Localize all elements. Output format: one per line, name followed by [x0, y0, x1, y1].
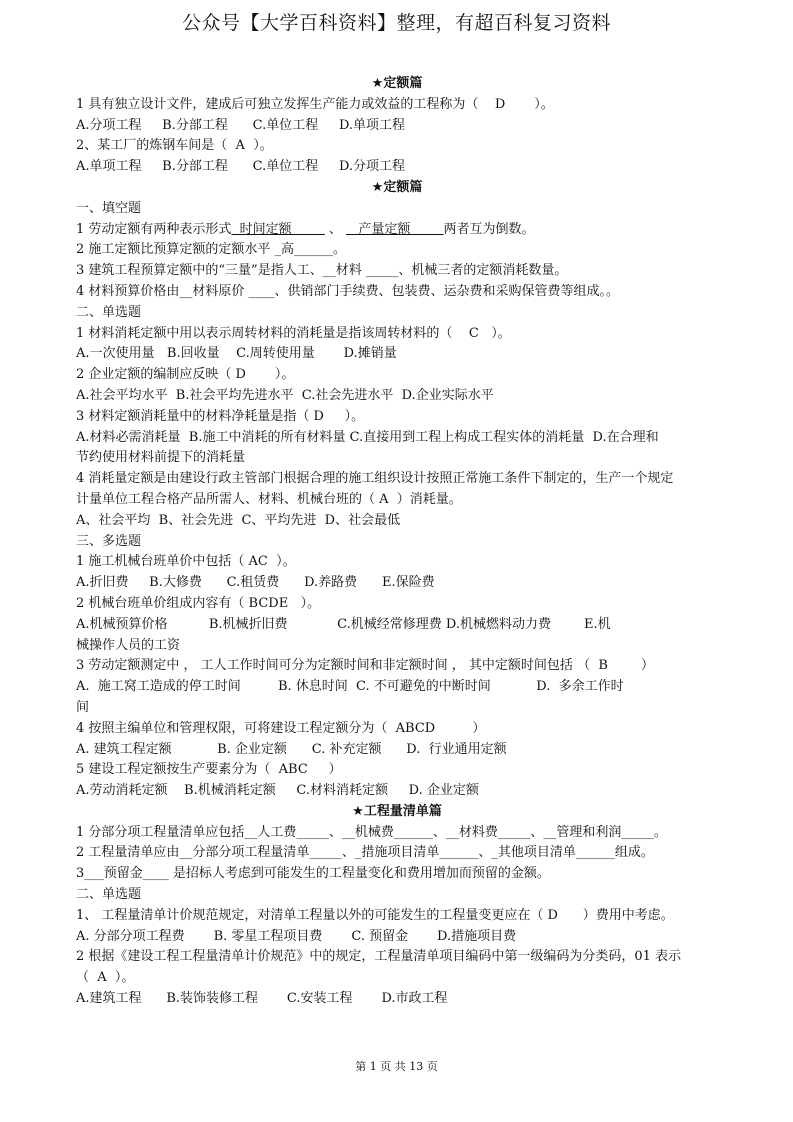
text-segment: 4 按照主编单位和管理权限，可将建设工程定额分为（ ABCD ） — [76, 720, 486, 736]
text-segment: ★定额篇 — [371, 179, 423, 195]
text-segment: A.单项工程 B.分部工程 C.单位工程 D.分项工程 — [76, 159, 406, 175]
text-line — [76, 823, 718, 844]
section-heading — [76, 178, 718, 199]
text-segment: 2 机械台班单价组成内容有（ BCDE ）。 — [76, 595, 321, 611]
answer-underlined: 时间定额 — [231, 221, 325, 237]
text-segment: A.分项工程 B.分部工程 C.单位工程 D.单项工程 — [76, 117, 406, 133]
text-line — [76, 532, 718, 553]
text-line — [76, 157, 718, 178]
text-segment: 1 施工机械台班单价中包括（ AC ）。 — [76, 554, 296, 570]
text-line — [76, 220, 718, 241]
text-segment: A.建筑工程 B.装饰装修工程 C.安装工程 D.市政工程 — [76, 991, 448, 1007]
text-segment: 计量单位工程合格产品所需人、材料、机械台班的（ A ）消耗量。 — [76, 491, 462, 507]
text-segment: 间 — [76, 699, 90, 715]
text-line — [76, 864, 718, 885]
text-segment: 二、单选题 — [76, 304, 142, 320]
text-segment: A.材料必需消耗量 B.施工中消耗的所有材料量 C.直接用到工程上构成工程实体的消耗量 D.在合理和 — [76, 429, 659, 445]
text-segment: 2 根据《建设工程工程量清单计价规范》中的规定，工程量清单项目编码中第一级编码为分类码，01 表示 — [76, 949, 682, 965]
text-line — [76, 927, 718, 948]
text-segment: A. 分部分项工程费 B. 零星工程项目费 C. 预留金 D.措施项目费 — [76, 928, 517, 944]
text-line — [76, 469, 718, 490]
text-segment: 一、填空题 — [76, 200, 142, 216]
text-segment: 节约使用材料前提下的消耗量 — [76, 450, 246, 466]
text-line — [76, 95, 718, 116]
text-segment: 三、多选题 — [76, 533, 142, 549]
text-line — [76, 511, 718, 532]
text-segment: 1 分部分项工程量清单应包括__人工费_____、__机械费______、__材料费_____、__管理和利润_____。 — [76, 824, 667, 840]
text-segment: 4 消耗量定额是由建设行政主管部门根据合理的施工组织设计按照正常施工条件下制定的，生产一个规定 — [76, 471, 674, 487]
text-segment: 2、某工厂的炼钢车间是（ A ）。 — [76, 138, 273, 154]
text-segment: ★定额篇 — [371, 76, 423, 91]
text-line — [76, 989, 718, 1010]
text-line — [76, 240, 718, 261]
text-line — [76, 677, 718, 698]
text-segment: A.折旧费 B.大修费 C.租赁费 D.养路费 E.保险费 — [76, 575, 435, 591]
text-segment: 、 — [324, 221, 346, 237]
text-line — [76, 261, 718, 282]
text-line — [76, 594, 718, 615]
text-segment: 5 建设工程定额按生产要素分为（ ABC ） — [76, 762, 342, 778]
text-line — [76, 428, 718, 449]
text-segment: 2 企业定额的编制应反映（ D ）。 — [76, 367, 295, 383]
text-segment: 3___预留金____ 是招标人考虑到可能发生的工程量变化和费用增加而预留的金额。 — [76, 866, 550, 882]
text-segment: 械操作人员的工资 — [76, 637, 181, 653]
text-line — [76, 344, 718, 365]
text-segment: （ A ）。 — [76, 970, 135, 986]
text-line — [76, 448, 718, 469]
text-line — [76, 407, 718, 428]
text-line — [76, 843, 718, 864]
text-line — [76, 740, 718, 761]
text-line — [76, 136, 718, 157]
text-segment: 2 工程量清单应由__分部分项工程量清单_____、_措施项目清单______、_其他项目清单______组成。 — [76, 845, 654, 861]
text-segment: 2 施工定额比预算定额的定额水平 _高______。 — [76, 242, 347, 258]
text-segment: 3 劳动定额测定中 ， 工人工作时间可分为定额时间和非定额时间 ， 其中定额时间包括 （ B ） — [76, 658, 654, 674]
text-line — [76, 324, 718, 345]
text-segment: 1、 工程量清单计价规范规定，对清单工程量以外的可能发生的工程量变更应在（ D ）费用中考虑。 — [76, 907, 674, 923]
text-segment: 两者互为倒数。 — [443, 221, 535, 237]
text-line — [76, 760, 718, 781]
text-segment: 二、单选题 — [76, 887, 142, 903]
text-line — [76, 947, 718, 968]
text-segment: A.机械预算价格 B.机械折旧费 C.机械经常修理费 D.机械燃料动力费 E.机 — [76, 616, 611, 632]
text-line — [76, 968, 718, 989]
text-segment: A.社会平均水平 B.社会平均先进水平 C.社会先进水平 D.企业实际水平 — [76, 387, 494, 403]
text-segment: A. 施工窝工造成的停工时间 B. 休息时间 C. 不可避免的中断时间 D. 多余工作时 — [76, 679, 624, 695]
text-segment: 4 材料预算价格由__材料原价 ____、供销部门手续费、包装费、运杂费和采购保管费等组成。。 — [76, 283, 620, 299]
text-line — [76, 885, 718, 906]
text-line — [76, 116, 718, 137]
text-segment: A.劳动消耗定额 B.机械消耗定额 C.材料消耗定额 D. 企业定额 — [76, 783, 479, 799]
text-line — [76, 573, 718, 594]
text-line — [76, 906, 718, 927]
text-line — [76, 698, 718, 719]
text-segment: 1 劳动定额有两种表示形式 — [76, 221, 232, 237]
text-line — [76, 781, 718, 802]
answer-underlined: 产量定额 — [346, 221, 444, 237]
text-segment: ★工程量清单篇 — [352, 803, 442, 819]
text-segment: 3 材料定额消耗量中的材料净耗量是指（ D ）。 — [76, 408, 365, 424]
document-header-title: 公众号【大学百科资料】整理，有超百科复习资料 — [181, 12, 611, 34]
text-segment: A. 建筑工程定额 B. 企业定额 C. 补充定额 D. 行业通用定额 — [76, 741, 507, 757]
text-line — [76, 719, 718, 740]
text-line — [76, 490, 718, 511]
text-segment: 1 具有独立设计文件，建成后可独立发挥生产能力或效益的工程称为（ D ）。 — [76, 96, 554, 112]
section-heading — [76, 74, 718, 95]
text-line — [76, 282, 718, 303]
text-line — [76, 365, 718, 386]
text-segment: 1 材料消耗定额中用以表示周转材料的消耗量是指该周转材料的（ C ）。 — [76, 325, 511, 341]
page-footer: 第 1 页 共 13 页 — [355, 1060, 438, 1073]
text-line — [76, 552, 718, 573]
text-line — [76, 656, 718, 677]
text-line — [76, 615, 718, 636]
section-heading — [76, 802, 718, 823]
text-line — [76, 386, 718, 407]
text-segment: 3 建筑工程预算定额中的“三量”是指人工、__材料 _____、机械三者的定额消耗数量。 — [76, 263, 568, 279]
text-line — [76, 636, 718, 657]
text-segment: A、社会平均 B、社会先进 C、平均先进 D、社会最低 — [76, 512, 401, 528]
text-line — [76, 303, 718, 324]
document-body — [76, 74, 718, 1010]
text-line — [76, 199, 718, 220]
text-segment: A.一次使用量 B.回收量 C.周转使用量 D.摊销量 — [76, 346, 397, 362]
